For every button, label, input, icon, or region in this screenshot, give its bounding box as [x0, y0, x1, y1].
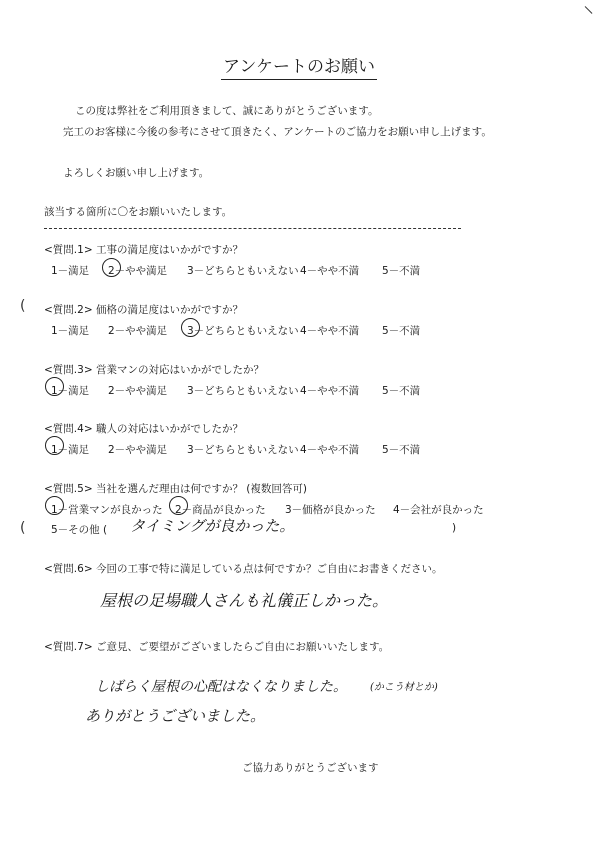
question-4-label: <質問.4> 職人の対応はいかがでしたか？ [44, 423, 243, 435]
intro-line-1: この度は弊社をご利用頂きまして、誠にありがとうございます。 [75, 105, 379, 117]
q2-option-4: 4－やや不満 [300, 325, 360, 337]
q7-answer-line-2: ありがとうございました。 [85, 707, 266, 725]
q3-option-5: 5－不満 [382, 385, 421, 397]
q5-option-1: 1－営業マンが良かった [51, 504, 163, 516]
instruction: 該当する箇所に〇をお願いいたします。 [44, 206, 233, 218]
selected-circle [45, 377, 64, 396]
selected-circle [45, 436, 64, 455]
closing-text: ご協力ありがとうございます [242, 762, 379, 774]
question-5-label: <質問.5> 当社を選んだ理由は何ですか？ (複数回答可) [44, 483, 307, 495]
margin-mark: ( [20, 520, 26, 536]
selected-circle [169, 496, 188, 515]
q1-option-5: 5－不満 [382, 265, 421, 277]
q4-option-5: 5－不満 [382, 444, 421, 456]
question-2-label: <質問.2> 価格の満足度はいかがですか？ [44, 304, 243, 316]
q2-option-3: 3－どちらともいえない [187, 325, 299, 337]
q5-other-answer: タイミングが良かった。 [130, 517, 295, 535]
divider [44, 228, 461, 229]
q3-option-4: 4－やや不満 [300, 385, 360, 397]
selected-circle [45, 496, 64, 515]
margin-mark: ( [20, 298, 26, 314]
page-title: アンケートのお願い [0, 52, 598, 77]
q5-option-4: 4－会社が良かった [393, 504, 484, 516]
q1-option-3: 3－どちらともいえない [187, 265, 299, 277]
q4-option-1: 1－満足 [51, 444, 90, 456]
q4-option-2: 2－やや満足 [108, 444, 168, 456]
selected-circle [102, 258, 121, 277]
intro-line-2: 完工のお客様に今後の参考にさせて頂きたく、アンケートのご協力をお願い申し上げます。 [63, 126, 492, 138]
q5-other-close: ) [452, 522, 457, 534]
q1-option-2: 2－やや満足 [108, 265, 168, 277]
q3-option-1: 1－満足 [51, 385, 90, 397]
q2-option-2: 2－やや満足 [108, 325, 168, 337]
q2-option-5: 5－不満 [382, 325, 421, 337]
q1-option-4: 4－やや不満 [300, 265, 360, 277]
question-1-label: <質問.1> 工事の満足度はいかがですか？ [44, 244, 243, 256]
selected-circle [181, 318, 200, 337]
question-7-label: <質問.7> ご意見、ご要望がございましたらご自由にお願いいたします。 [44, 641, 390, 653]
question-6-label: <質問.6> 今回の工事で特に満足している点は何ですか？ご自由にお書きください。 [44, 563, 443, 575]
q5-option-3: 3－価格が良かった [285, 504, 376, 516]
intro-line-3: よろしくお願い申し上げます。 [63, 167, 210, 179]
question-3-label: <質問.3> 営業マンの対応はいかがでしたか？ [44, 364, 264, 376]
q3-option-2: 2－やや満足 [108, 385, 168, 397]
q6-answer: 屋根の足場職人さんも礼儀正しかった。 [100, 591, 389, 610]
q4-option-4: 4－やや不満 [300, 444, 360, 456]
q7-answer-note: (かこう材とか) [370, 682, 438, 693]
q7-answer-line-1: しばらく屋根の心配はなくなりました。 [95, 679, 347, 695]
q5-option-2: 2－商品が良かった [175, 504, 266, 516]
q3-option-3: 3－どちらともいえない [187, 385, 299, 397]
corner-mark [578, 6, 593, 21]
q2-option-1: 1－満足 [51, 325, 90, 337]
q4-option-3: 3－どちらともいえない [187, 444, 299, 456]
q5-other-label: 5－その他 ( [51, 524, 108, 536]
q1-option-1: 1－満足 [51, 265, 90, 277]
